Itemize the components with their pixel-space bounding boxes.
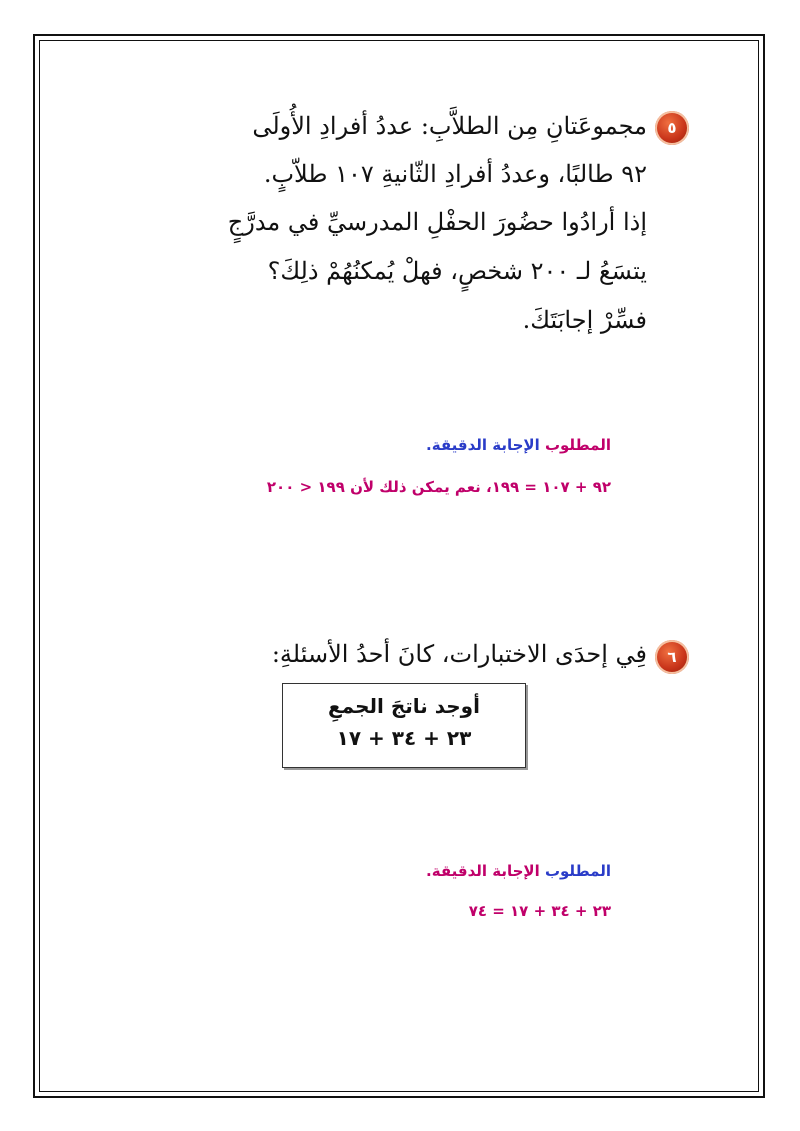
requirement-text: الإجابة الدقيقة.: [426, 862, 540, 880]
page-border-inner: [39, 40, 759, 1092]
question-5-number-badge: [655, 111, 689, 145]
question-5-answer-requirement: [426, 436, 611, 454]
question-6-number: ٦: [667, 648, 677, 666]
question-5-number: ٥: [667, 119, 677, 137]
question-5-answer: ٩٢ + ١٠٧ = ١٩٩، نعم يمكن ذلك لأن ١٩٩ < ٢٠٠: [266, 478, 611, 496]
question-5-line-5: فسِّرْ إجابَتَكَ.: [522, 306, 647, 334]
question-6-text: فِي إحدَى الاختبارات، كانَ أحدُ الأسئلةِ:: [271, 640, 647, 668]
box-expression: ٢٣ + ٣٤ + ١٧: [336, 726, 472, 750]
requirement-text: الإجابة الدقيقة.: [426, 436, 540, 454]
question-6-answer-requirement: [426, 862, 611, 880]
question-5-line-2: ٩٢ طالبًا، وعددُ أفرادِ الثّانيةِ ١٠٧ طلاّبٍ.: [263, 160, 647, 188]
question-5-line-4: يتسَعُ لـ ٢٠٠ شخصٍ، فهلْ يُمكنُهُمْ ذلِكَ؟: [267, 257, 647, 285]
question-5-line-1: مجموعَتانِ مِن الطلاَّبِ: عددُ أفرادِ الأُولَى: [252, 112, 647, 140]
question-box: [282, 683, 526, 768]
question-6-answer: ٢٣ + ٣٤ + ١٧ = ٧٤: [468, 902, 611, 920]
box-title: أوجد ناتجَ الجمعِ: [328, 694, 480, 718]
question-6-number-badge: [655, 640, 689, 674]
requirement-label: المطلوب: [544, 862, 611, 880]
requirement-label: المطلوب: [544, 436, 611, 454]
question-5-line-3: إذا أرادُوا حضُورَ الحفْلِ المدرسيِّ في مدرَّجٍ: [227, 208, 647, 236]
